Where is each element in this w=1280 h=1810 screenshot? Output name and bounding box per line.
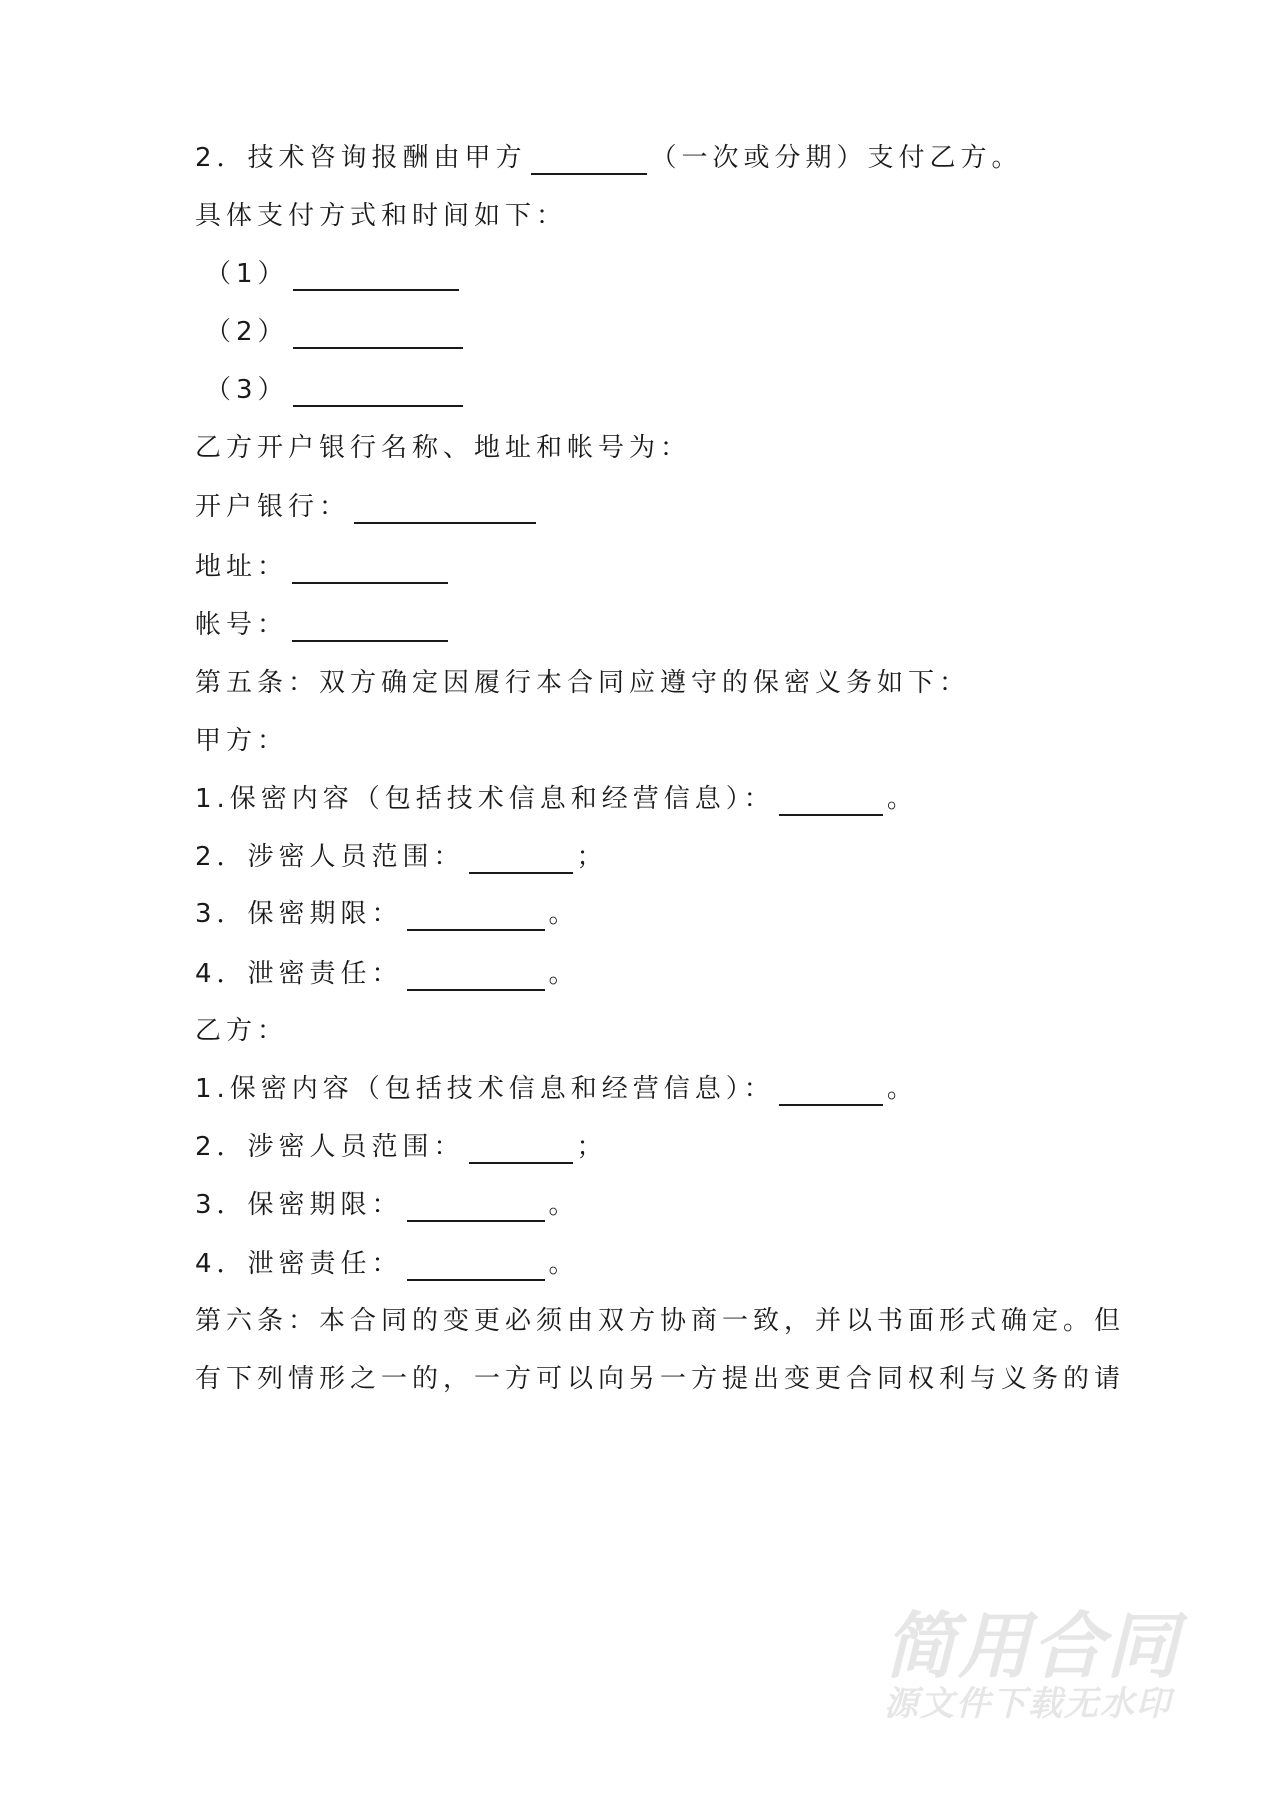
party-b-personnel-scope-label: 2．涉密人员范围： (195, 1132, 465, 1162)
watermark-tagline: 源文件下载无水印 (884, 1684, 1172, 1724)
party-a-personnel-scope-line (195, 840, 608, 874)
installment-blank-1[interactable] (293, 259, 459, 291)
party-a-label: 甲方： (195, 726, 289, 756)
payment-clause-text-after: （一次或分期）支付乙方。 (650, 143, 1023, 173)
party-b-confidentiality-period-end: 。 (548, 1190, 580, 1220)
party-a-heading (195, 724, 288, 758)
party-a-leak-liability-blank[interactable] (407, 959, 545, 991)
installment-label-1: （1） (205, 259, 289, 289)
party-a-confidential-content-line (195, 782, 918, 816)
party-b-leak-liability-blank[interactable] (407, 1249, 545, 1281)
installment-blank-3[interactable] (293, 375, 463, 407)
party-b-confidentiality-period-label: 3．保密期限： (195, 1190, 403, 1220)
article-6-text-2: 有下列情形之一的，一方可以向另一方提出变更合同权利与义务的请 (195, 1364, 1126, 1394)
installment-item-1 (205, 257, 463, 291)
payment-details-heading-text: 具体支付方式和时间如下： (195, 201, 568, 231)
bank-address-blank[interactable] (292, 552, 448, 584)
article-6-line-1 (195, 1304, 1125, 1338)
article-6-line-2 (195, 1362, 1125, 1396)
party-b-heading (195, 1014, 288, 1048)
party-a-confidentiality-period-label: 3．保密期限： (195, 899, 403, 929)
account-number-blank[interactable] (292, 610, 448, 642)
account-number-line (195, 608, 452, 642)
payment-method-blank[interactable] (531, 143, 647, 175)
payment-details-heading (195, 199, 567, 233)
party-a-personnel-scope-label: 2．涉密人员范围： (195, 842, 465, 872)
party-a-leak-liability-line (195, 957, 580, 991)
party-a-personnel-scope-end: ； (576, 842, 608, 872)
bank-name-blank[interactable] (354, 492, 536, 524)
payment-clause-line (195, 141, 1023, 175)
article-5-text: 第五条：双方确定因履行本合同应遵守的保密义务如下： (195, 668, 971, 698)
account-number-label: 帐号： (195, 610, 289, 640)
bank-info-heading (195, 431, 691, 465)
party-b-confidentiality-period-blank[interactable] (407, 1190, 545, 1222)
bank-address-label: 地址： (195, 552, 289, 582)
party-a-confidential-content-label: 1.保密内容（包括技术信息和经营信息）： (195, 784, 775, 814)
party-a-confidentiality-period-line (195, 897, 580, 931)
installment-blank-2[interactable] (293, 317, 463, 349)
party-b-personnel-scope-line (195, 1130, 608, 1164)
installment-label-3: （3） (205, 375, 289, 405)
party-b-confidential-content-blank[interactable] (779, 1074, 883, 1106)
installment-item-2 (205, 315, 467, 349)
party-b-personnel-scope-end: ； (576, 1132, 608, 1162)
watermark-brand: 简用合同 (884, 1604, 1181, 1688)
party-b-leak-liability-line (195, 1247, 580, 1281)
party-b-leak-liability-label: 4．泄密责任： (195, 1249, 403, 1279)
article-6-text-1: 第六条：本合同的变更必须由双方协商一致，并以书面形式确定。但 (195, 1306, 1126, 1336)
installment-item-3 (205, 373, 467, 407)
bank-address-line (195, 550, 452, 584)
party-a-personnel-scope-blank[interactable] (469, 842, 573, 874)
bank-info-heading-text: 乙方开户银行名称、地址和帐号为： (195, 433, 692, 463)
party-b-confidential-content-label: 1.保密内容（包括技术信息和经营信息）： (195, 1074, 775, 1104)
article-5-heading (195, 666, 970, 700)
party-a-confidential-content-end: 。 (886, 784, 918, 814)
party-a-confidentiality-period-end: 。 (548, 899, 580, 929)
party-b-leak-liability-end: 。 (548, 1249, 580, 1279)
installment-label-2: （2） (205, 317, 289, 347)
payment-clause-text-before: 2．技术咨询报酬由甲方 (195, 143, 527, 173)
party-b-personnel-scope-blank[interactable] (469, 1132, 573, 1164)
party-b-confidential-content-end: 。 (886, 1074, 918, 1104)
party-b-label: 乙方： (195, 1016, 289, 1046)
party-a-confidential-content-blank[interactable] (779, 784, 883, 816)
bank-name-line (195, 490, 540, 524)
bank-name-label: 开户银行： (195, 492, 351, 522)
party-a-leak-liability-end: 。 (548, 959, 580, 989)
party-a-confidentiality-period-blank[interactable] (407, 899, 545, 931)
party-b-confidential-content-line (195, 1072, 918, 1106)
party-a-leak-liability-label: 4．泄密责任： (195, 959, 403, 989)
party-b-confidentiality-period-line (195, 1188, 580, 1222)
